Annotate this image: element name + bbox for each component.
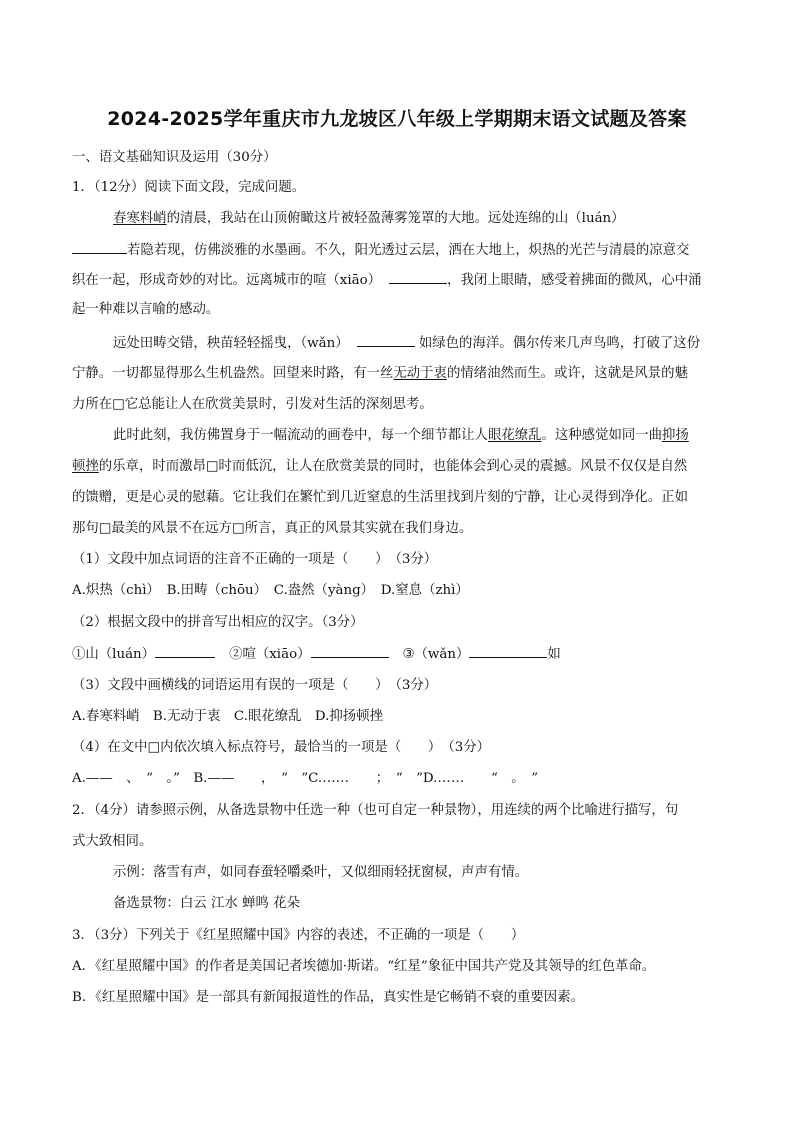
- passage-p2-line2: 宁静。一切都显得那么生机盎然。回望来时路，有一丝无动于衷的情绪油然而生。或许，这就是风景的魅: [72, 366, 688, 381]
- subquestion-2: （2）根据文段中的拼音写出相应的汉字。（3分）: [72, 615, 364, 630]
- subquestion-4: （4）在文中□内依次填入标点符号，最恰当的一项是（ ） （3分）: [72, 740, 491, 755]
- subquestion-2-blanks: ①山（luán） ②喧（xiāo） ③（wǎn） 如: [72, 647, 561, 662]
- subquestion-1-options: A.炽热（chì） B.田畴（chōu） C.盎然（yàng） D.窒息（zhì）: [72, 583, 469, 598]
- passage-p1-line4: 起一种难以言喻的感动。: [72, 302, 220, 317]
- answer-blank[interactable]: [155, 645, 215, 658]
- question-3-option-b: B．《红星照耀中国》是一部具有新闻报道性的作品，真实性是它畅销不衰的重要因素。: [72, 990, 584, 1005]
- question-2-stem-cont: 式大致相同。: [72, 834, 153, 849]
- passage-p1-line2: 若隐若现，仿佛淡雅的水墨画。不久，阳光透过云层，洒在大地上，炽热的光芒与清晨的凉意交: [72, 241, 689, 260]
- answer-blank[interactable]: [469, 645, 547, 658]
- subquestion-3: （3）文段中画横线的词语运用有误的一项是（ ） （3分）: [72, 678, 438, 693]
- passage-p2-line3: 力所在□它总能让人在欣赏美景时，引发对生活的深刻思考。: [72, 397, 433, 412]
- subquestion-3-options: A.春寒料峭 B.无动于衷 C.眼花缭乱 D.抑扬顿挫: [72, 709, 383, 724]
- answer-blank[interactable]: [311, 645, 389, 658]
- passage-p1-line3: 织在一起，形成奇妙的对比。远离城市的喧（xiāo） ，我闭上眼睛，感受着拂面的微风，心中涌: [72, 273, 702, 288]
- passage-p1-line1: 春寒料峭的清晨，我站在山顶俯瞰这片被轻盈薄雾笼罩的大地。远处连绵的山（luán）: [113, 211, 625, 226]
- fill-blank[interactable]: [389, 271, 447, 284]
- passage-p3-line4: 那句□最美的风景不在远方□所言，真正的风景其实就在我们身边。: [72, 521, 473, 536]
- underlined-word: 眼花缭乱: [487, 428, 542, 443]
- underlined-word: 无动于衷: [393, 366, 447, 381]
- passage-p3-line3: 的馈赠，更是心灵的慰藉。它让我们在繁忙到几近窒息的生活里找到片刻的宁静，让心灵得到净化。正如: [72, 490, 688, 505]
- underlined-word: 春寒料峭: [113, 211, 167, 226]
- question-2-example: 示例：落雪有声，如同春蚕轻嚼桑叶，又似细雨轻抚窗棂，声声有情。: [113, 865, 529, 880]
- subquestion-1: （1）文段中加点词语的注音不正确的一项是（ ） （3分）: [72, 552, 438, 567]
- fill-blank[interactable]: [357, 334, 415, 347]
- page-title: 2024-2025学年重庆市九龙坡区八年级上学期期末语文试题及答案: [107, 108, 687, 130]
- underlined-word: 顿挫: [72, 459, 99, 474]
- fill-blank[interactable]: [72, 241, 127, 254]
- subquestion-4-options: A.—— 、 “ 。” B.—— ， “ ”C.…… ； “ ”D.…… “ 。 ”: [72, 771, 539, 786]
- passage-p3-line2: 顿挫的乐章，时而激昂□时而低沉，让人在欣赏美景的同时，也能体会到心灵的震撼。风景不仅仅是自然: [72, 459, 688, 474]
- passage-p3-line1: 此时此刻，我仿佛置身于一幅流动的画卷中，每一个细节都让人眼花缭乱。这种感觉如同一曲抑扬: [113, 428, 689, 443]
- question-3-option-a: A．《红星照耀中国》的作者是美国记者埃德加·斯诺。“红星”象征中国共产党及其领导的红色革命。: [72, 959, 656, 974]
- question-2-stem: 2．（4分）请参照示例，从备选景物中任选一种（也可自定一种景物），用连续的两个比喻进行描写，句: [72, 803, 679, 818]
- passage-p2-line1: 远处田畴交错，秧苗轻轻摇曳，（wǎn） 如绿色的海洋。偶尔传来几声鸟鸣，打破了这份: [113, 336, 701, 351]
- question-3-stem: 3．（3分）下列关于《红星照耀中国》内容的表述，不正确的一项是（ ）: [72, 928, 525, 943]
- section-heading: 一、语文基础知识及运用（30分）: [72, 150, 277, 165]
- underlined-word: 抑扬: [662, 428, 689, 443]
- question-2-options: 备选景物：白云 江水 蝉鸣 花朵: [113, 896, 300, 911]
- question-1-stem: 1．（12分）阅读下面文段，完成问题。: [72, 180, 306, 195]
